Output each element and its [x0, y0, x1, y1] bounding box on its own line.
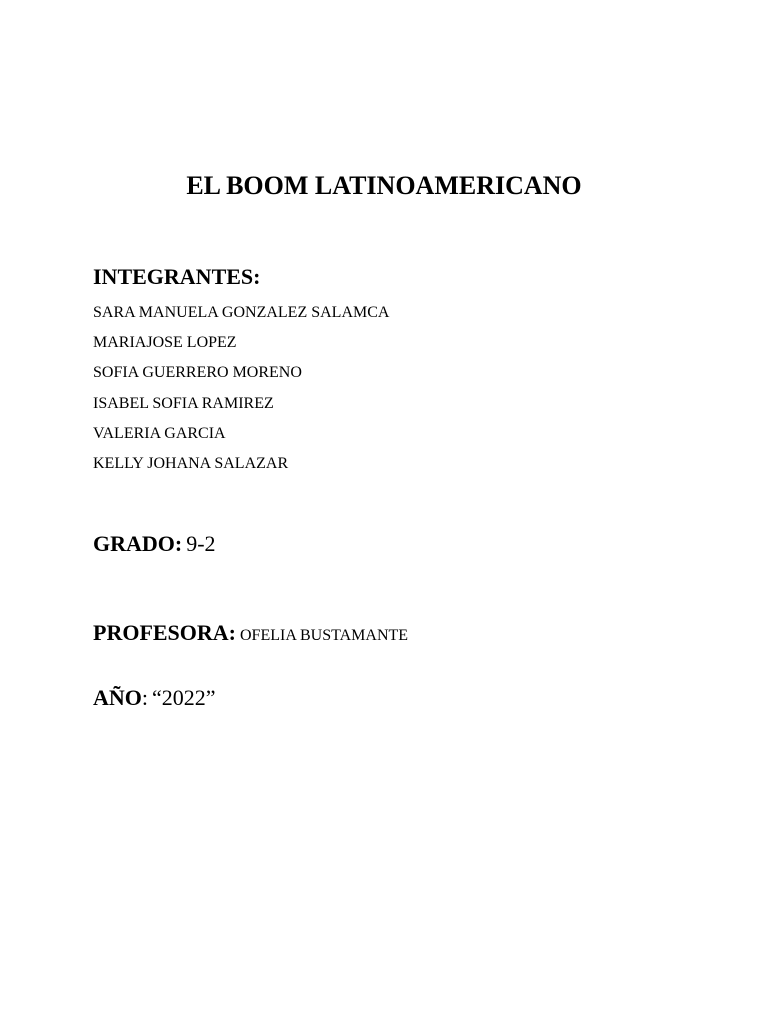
grade-row — [93, 531, 216, 560]
grade-value: 9-2 — [186, 531, 216, 556]
member-item: SOFIA GUERRERO MORENO — [93, 364, 302, 382]
member-item: SARA MANUELA GONZALEZ SALAMCA — [93, 304, 390, 321]
members-heading: INTEGRANTES: — [93, 264, 261, 289]
teacher-label: PROFESORA: — [93, 620, 236, 645]
year-value: “2022” — [152, 685, 216, 710]
teacher-value: OFELIA BUSTAMANTE — [240, 627, 409, 644]
member-item: ISABEL SOFIA RAMIREZ — [93, 394, 274, 412]
document-title: EL BOOM LATINOAMERICANO — [186, 171, 582, 200]
teacher-row — [93, 620, 408, 649]
member-item: KELLY JOHANA SALAZAR — [93, 454, 289, 472]
member-item: VALERIA GARCIA — [93, 424, 226, 442]
year-label: AÑO — [93, 685, 142, 710]
year-row — [93, 685, 216, 714]
member-item: MARIAJOSE LOPEZ — [93, 334, 237, 352]
year-separator: : — [141, 685, 149, 710]
grade-label: GRADO: — [93, 531, 183, 556]
member-list — [93, 298, 389, 479]
